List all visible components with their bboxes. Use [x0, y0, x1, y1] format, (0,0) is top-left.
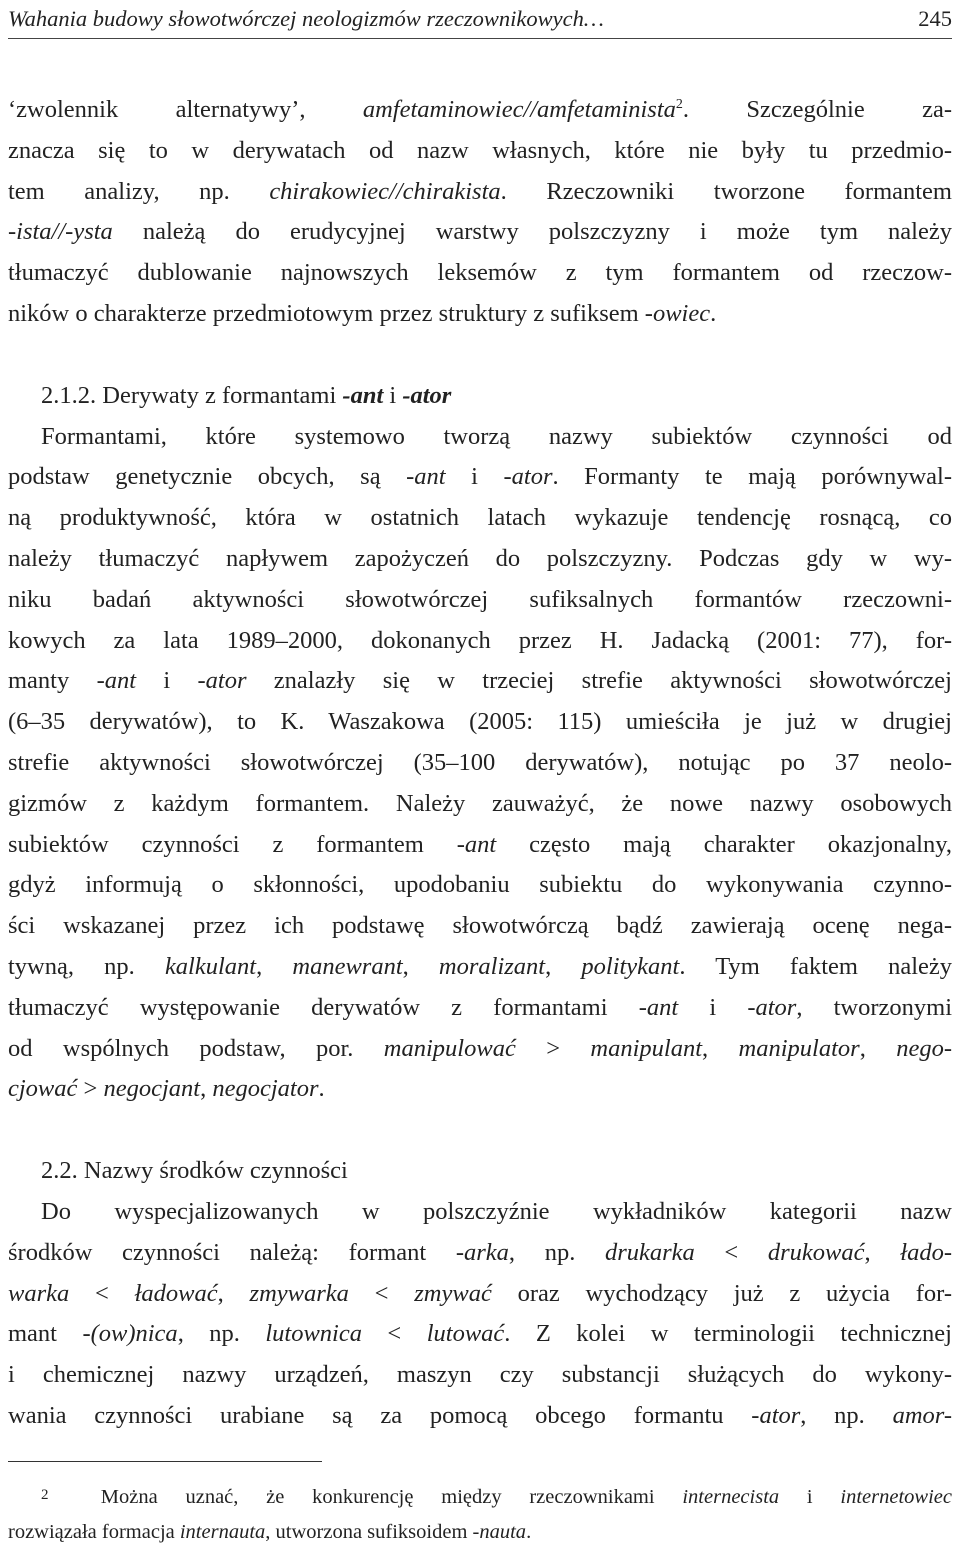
section-heading: 2.1.2. Derywaty z formantami -ant i -ator [41, 381, 452, 409]
text-line: znacza się to w derywatach od nazw własnych, które nie były tu przedmio- [8, 136, 952, 164]
text-line: subiektów czynności z formantem -ant często mają charakter okazjonalny, [8, 830, 953, 858]
running-title: Wahania budowy słowotwórczej neologizmów rzeczownikowych… [8, 6, 604, 31]
text-line: ną produktywność, która w ostatnich latach wykazuje tendencję rosnącą, co [8, 504, 952, 532]
text-line: cjować > negocjant, negocjator. [8, 1075, 325, 1103]
text-line: środków czynności należą: formant -arka, np. drukarka < drukować, łado- [8, 1238, 952, 1266]
text-line: kowych za lata 1989–2000, dokonanych przez H. Jadacką (2001: 77), for- [8, 626, 952, 654]
text-line: ników o charakterze przedmiotowym przez struktury z sufiksem -owiec. [8, 299, 717, 327]
footnote-line: rozwiązała formacja internauta, utworzona sufiksoidem -nauta. [8, 1521, 532, 1543]
text-line: i chemicznej nazwy urządzeń, maszyn czy substancji służących do wykony- [8, 1361, 952, 1389]
text-line: podstaw genetycznie obcych, są -ant i -ator. Formanty te mają porównywal- [8, 463, 952, 491]
text-line: warka < ładować, zmywarka < zmywać oraz wychodzący już z użycia for- [8, 1279, 952, 1307]
section-2-2 [8, 1151, 952, 1437]
text-line: (6–35 derywatów), to K. Waszakowa (2005: 115) umieściła je już w drugiej [8, 708, 952, 736]
text-line: od wspólnych podstaw, por. manipulować > manipulant, manipulator, nego- [8, 1034, 953, 1062]
footnote-mark: 2 [41, 1487, 49, 1503]
running-header [8, 4, 952, 39]
spacer [8, 1110, 952, 1151]
text-line: -ista//-ysta należą do erudycyjnej warstwy polszczyzny i może tym należy [8, 218, 952, 246]
text-line: strefie aktywności słowotwórczej (35–100 derywatów), notując po 37 neolo- [8, 748, 952, 776]
text-line: tłumaczyć dublowanie najnowszych leksemów z tym formantem od rzeczow- [8, 259, 952, 287]
page-number: 245 [918, 6, 952, 31]
footnote [8, 1478, 952, 1550]
text-line: ści wskazanej przez ich podstawę słowotwórczą bądź zawierają ocenę nega- [8, 912, 952, 940]
text-line: gdyż informują o skłonności, upodobaniu subiektu do wykonywania czynno- [8, 871, 952, 899]
text-line: gizmów z każdym formantem. Należy zauważyć, że nowe nazwy osobowych [8, 789, 952, 817]
footnote-line: 2 Można uznać, że konkurencję między rzeczownikami internecista i internetowiec [8, 1478, 952, 1515]
text-line: mant -(ow)nica, np. lutownica < lutować. Z kolei w terminologii technicznej [8, 1320, 952, 1348]
text-line: tłumaczyć występowanie derywatów z formantami -ant i -ator, tworzonymi [8, 993, 953, 1021]
text-line: tywną, np. kalkulant, manewrant, moralizant, politykant. Tym faktem należy [8, 952, 953, 980]
paragraph-continued [8, 90, 952, 335]
text-line: manty -ant i -ator znalazły się w trzeciej strefie aktywności słowotwórczej [8, 667, 952, 695]
body-text [8, 90, 952, 1437]
footnote-reference: 2 [675, 96, 683, 112]
text-line: ‘zwolennik alternatywy’, amfetaminowiec//amfetaminista$^2$. Szczególnie za- [8, 96, 952, 123]
text-line: niku badań aktywności słowotwórczej sufiksalnych formantów rzeczowni- [8, 585, 952, 613]
text-line: należy tłumaczyć napływem zapożyczeń do polszczyzny. Podczas gdy w wy- [8, 544, 952, 572]
section-heading: 2.2. Nazwy środków czynności [41, 1157, 348, 1185]
section-2-1-2 [8, 376, 952, 1110]
footnote-separator [8, 1461, 322, 1462]
text-line: tem analizy, np. chirakowiec//chirakista. Rzeczowniki tworzone formantem [8, 177, 952, 205]
text-line: Formantami, które systemowo tworzą nazwy subiektów czynności od [41, 422, 952, 450]
text-line: wania czynności urabiane są za pomocą obcego formantu -ator, np. amor- [8, 1401, 952, 1429]
text-line: Do wyspecjalizowanych w polszczyźnie wykładników kategorii nazw [41, 1197, 952, 1225]
spacer [8, 335, 952, 376]
